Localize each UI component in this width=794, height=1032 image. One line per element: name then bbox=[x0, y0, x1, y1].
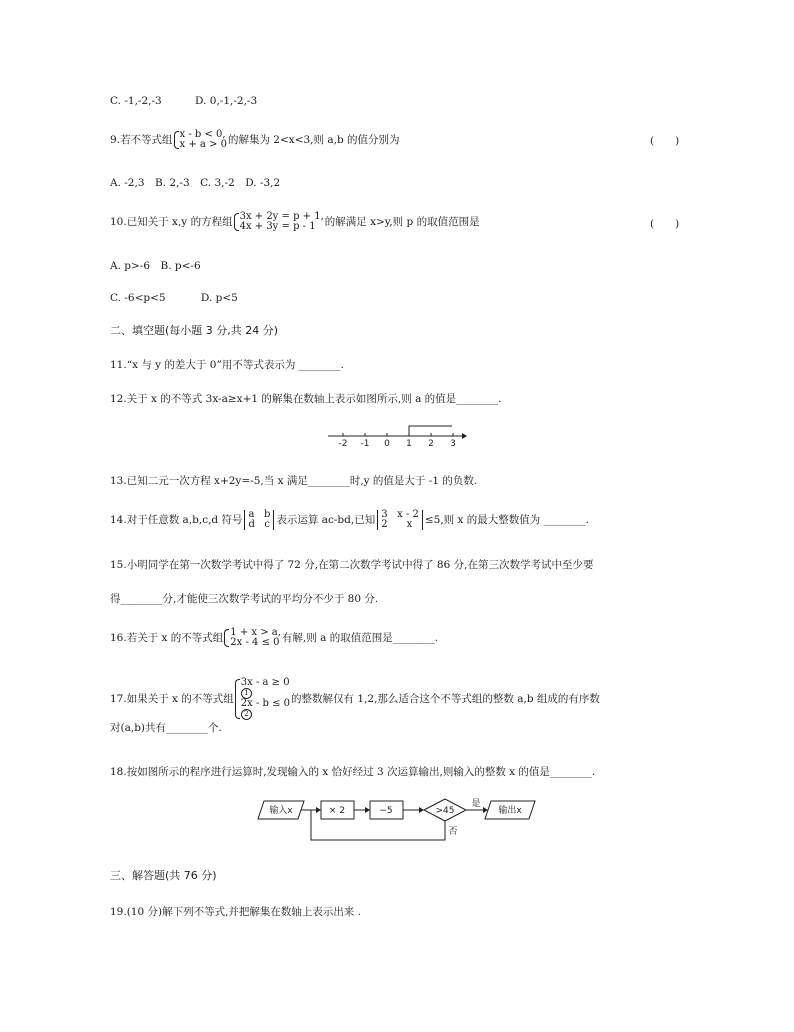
q17-system-line-1 bbox=[241, 678, 290, 699]
tick-label: 1 bbox=[406, 439, 412, 449]
q9-system-line-1: x - b < 0, bbox=[179, 129, 226, 140]
tick-label: 3 bbox=[450, 439, 456, 449]
question-10 bbox=[110, 212, 480, 232]
arrowhead bbox=[316, 807, 321, 813]
question-11: 11.“x 与 y 的差大于 0”用不等式表示为 ________. bbox=[110, 359, 344, 371]
number-line-ticks bbox=[343, 433, 453, 436]
flowchart-no-label: 否 bbox=[448, 827, 458, 837]
times-2-box bbox=[321, 801, 354, 819]
circled-number-2: 2 bbox=[241, 709, 252, 720]
q9-prefix: 9.若不等式组 bbox=[110, 134, 173, 146]
q10-answer-paren: ( ) bbox=[650, 218, 680, 230]
q10-prefix: 10.已知关于 x,y 的方程组 bbox=[110, 216, 233, 228]
q10-option-c-row bbox=[110, 291, 238, 305]
question-18: 18.按如图所示的程序进行运算时,发现输入的 x 恰好经过 3 次运算输出,则输入的整数 x 的值是________. bbox=[110, 766, 596, 778]
q17-system-line-2 bbox=[241, 699, 290, 720]
flowchart-times-2-label: × 2 bbox=[328, 806, 346, 816]
q10-option-c: C. -6<p<5 bbox=[110, 292, 166, 304]
question-12: 12.关于 x 的不等式 3x-a≥x+1 的解集在数轴上表示如图所示,则 a 的值是________. bbox=[110, 393, 502, 405]
tick-label: 2 bbox=[428, 439, 434, 449]
flowchart-compare-label: >45 bbox=[435, 806, 455, 816]
question-15-line-1: 15.小明同学在第一次数学考试中得了 72 分,在第二次数学考试中得了 86 分,在第三次数学考试中至少要 bbox=[110, 559, 594, 571]
question-9 bbox=[110, 130, 400, 150]
tick-label: -2 bbox=[338, 439, 348, 449]
q9-system bbox=[174, 130, 227, 150]
question-13: 13.已知二元一次方程 x+2y=-5,当 x 满足________时,y 的值是大于 -1 的负数. bbox=[110, 475, 478, 487]
arrowhead bbox=[419, 807, 424, 813]
q9-suffix: 的解集为 2<x<3,则 a,b 的值分别为 bbox=[227, 134, 400, 146]
q14-det2-row-1: 3 x - 2 bbox=[381, 509, 419, 520]
q9-system-line-2: x + a > 0 bbox=[179, 139, 227, 150]
q16-system-line-1: 1 + x > a, bbox=[230, 627, 281, 638]
flowchart-minus-5-label: −5 bbox=[379, 806, 393, 816]
q14-det1-row-2: d c bbox=[248, 519, 271, 530]
flowchart-output-label: 输出x bbox=[498, 806, 522, 816]
q14-determinant-given bbox=[377, 510, 423, 530]
q14-middle: 表示运算 ac-bd,已知 bbox=[276, 514, 376, 526]
compare-diamond bbox=[424, 799, 466, 821]
question-14 bbox=[110, 510, 589, 530]
tick-label: -1 bbox=[360, 439, 370, 449]
q14-det2-row-2: 2 x bbox=[381, 519, 413, 530]
question-19: 19.(10 分)解下列不等式,并把解集在数轴上表示出来 . bbox=[110, 906, 362, 918]
q17-line-2-text: 2x - b ≤ 0 bbox=[240, 698, 291, 709]
tick-label: 0 bbox=[384, 439, 390, 449]
q16-prefix: 16.若关于 x 的不等式组 bbox=[110, 632, 224, 644]
question-17 bbox=[110, 678, 600, 720]
q14-determinant-symbol bbox=[244, 510, 274, 530]
q10-system-line-2: 4x + 3y = p - 1 bbox=[239, 221, 316, 232]
flowchart-yes-label: 是 bbox=[471, 799, 481, 809]
section-3-heading: 三、解答题(共 76 分) bbox=[110, 869, 217, 882]
flow-loop-no bbox=[311, 810, 445, 840]
q17-system bbox=[235, 678, 290, 720]
q10-system bbox=[234, 212, 324, 232]
q17-prefix: 17.如果关于 x 的不等式组 bbox=[110, 693, 234, 705]
question-16 bbox=[110, 628, 438, 648]
minus-5-box bbox=[370, 801, 403, 819]
q14-prefix: 14.对于任意数 a,b,c,d 符号 bbox=[110, 514, 243, 526]
q8-option-c: C. -1,-2,-3 bbox=[110, 95, 162, 107]
q17-line-1-text: 3x - a ≥ 0 bbox=[240, 677, 290, 688]
q10-option-d: D. p<5 bbox=[200, 292, 238, 304]
circled-number-1: 1 bbox=[241, 688, 252, 699]
input-box bbox=[258, 801, 304, 819]
solution-set-bracket bbox=[409, 426, 452, 436]
section-2-heading: 二、填空题(每小题 3 分,共 24 分) bbox=[110, 324, 279, 337]
q9-options: A. -2,3 B. 2,-3 C. 3,-2 D. -3,2 bbox=[110, 177, 281, 189]
q16-system-line-2: 2x - 4 ≤ 0 bbox=[230, 637, 280, 648]
arrowhead bbox=[365, 807, 370, 813]
q10-options-ab: A. p>-6 B. p<-6 bbox=[110, 260, 201, 272]
q10-system-line-1: 3x + 2y = p + 1, bbox=[239, 211, 324, 222]
q8-options bbox=[110, 94, 257, 108]
q8-option-d: D. 0,-1,-2,-3 bbox=[195, 95, 258, 107]
q9-answer-paren: ( ) bbox=[650, 135, 680, 147]
output-box bbox=[485, 801, 535, 819]
q14-suffix: ≤5,则 x 的最大整数值为 ________. bbox=[424, 514, 589, 526]
number-line-arrow bbox=[462, 433, 467, 439]
arrowhead bbox=[483, 807, 488, 813]
q17-suffix: 的整数解仅有 1,2,那么适合这个不等式组的整数 a,b 组成的有序数 bbox=[291, 693, 600, 705]
question-17-line-2: 对(a,b)共有________个. bbox=[110, 722, 222, 734]
q10-suffix: 的解满足 x>y,则 p 的取值范围是 bbox=[324, 216, 480, 228]
q16-suffix: 有解,则 a 的取值范围是________. bbox=[281, 632, 439, 644]
q16-system bbox=[224, 628, 281, 648]
q14-det1-row-1: a b bbox=[248, 509, 271, 520]
question-15-line-2: 得________分,才能使三次数学考试的平均分不少于 80 分. bbox=[110, 593, 379, 605]
flowchart-input-label: 输入x bbox=[269, 806, 293, 816]
